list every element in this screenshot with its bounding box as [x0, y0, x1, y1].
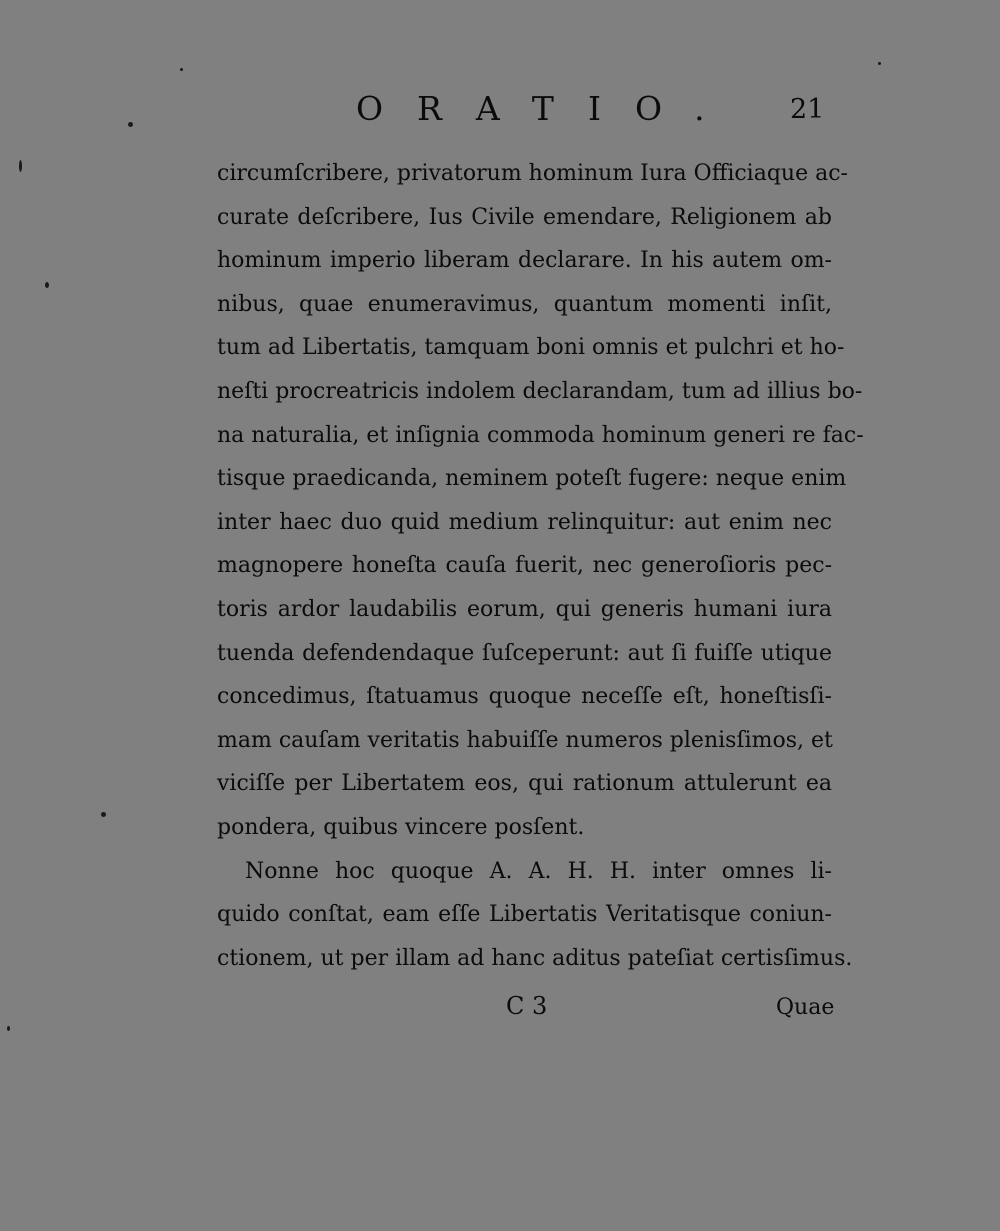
scan-speck	[180, 68, 183, 71]
text-line: circumſcribere, privatorum hominum Iura Officiaque ac-	[217, 161, 848, 186]
text-line: toris ardor laudabilis eorum, qui generis humani iura	[217, 596, 832, 622]
scan-speck	[19, 160, 22, 172]
scan-speck	[878, 62, 881, 65]
body-text	[217, 152, 864, 980]
text-line: tisque praedicanda, neminem poteſt fugere: neque enim	[217, 466, 847, 492]
text-line: quido conſtat, eam eſſe Libertatis Veritatisque coniun-	[217, 902, 832, 928]
text-line: na naturalia, et inſignia commoda hominum generi re fac-	[217, 422, 864, 448]
text-line: viciſſe per Libertatem eos, qui rationum attulerunt ea	[217, 771, 832, 797]
running-title: ORATIO.	[356, 89, 739, 128]
text-line: concedimus, ſtatuamus quoque neceſſe eſt, honeſtisſi-	[217, 684, 832, 710]
text-line: ctionem, ut per illam ad hanc aditus pateſiat certisſimus.	[217, 945, 853, 971]
text-line: Nonne hoc quoque A. A. H. H. inter omnes li-	[245, 858, 832, 884]
text-line: tuenda defendendaque ſuſceperunt: aut ſi fuiſſe utique	[217, 640, 832, 666]
text-line: curate deſcribere, Ius Civile emendare, Religionem ab	[217, 204, 832, 230]
scan-speck	[7, 1026, 10, 1031]
scan-speck	[101, 812, 106, 817]
text-line: pondera, quibus vincere posſent.	[217, 814, 585, 840]
scan-speck	[128, 122, 133, 127]
text-line: magnopere honeſta cauſa fuerit, nec generoſioris pec-	[217, 553, 832, 579]
text-line: nibus, quae enumeravimus, quantum momenti inſit,	[217, 291, 832, 317]
text-line: tum ad Libertatis, tamquam boni omnis et pulchri et ho-	[217, 335, 845, 361]
text-line: hominum imperio liberam declarare. In his autem om-	[217, 248, 832, 274]
text-line: neſti procreatricis indolem declarandam, tum ad illius bo-	[217, 378, 863, 404]
catchword: Quae	[776, 995, 835, 1020]
text-line: inter haec duo quid medium relinquitur: aut enim nec	[217, 509, 832, 535]
page-number: 21	[790, 94, 825, 125]
text-line: mam cauſam veritatis habuiſſe numeros plenisſimos, et	[217, 727, 833, 753]
signature-mark: C 3	[506, 992, 548, 1020]
scan-speck	[45, 282, 49, 288]
